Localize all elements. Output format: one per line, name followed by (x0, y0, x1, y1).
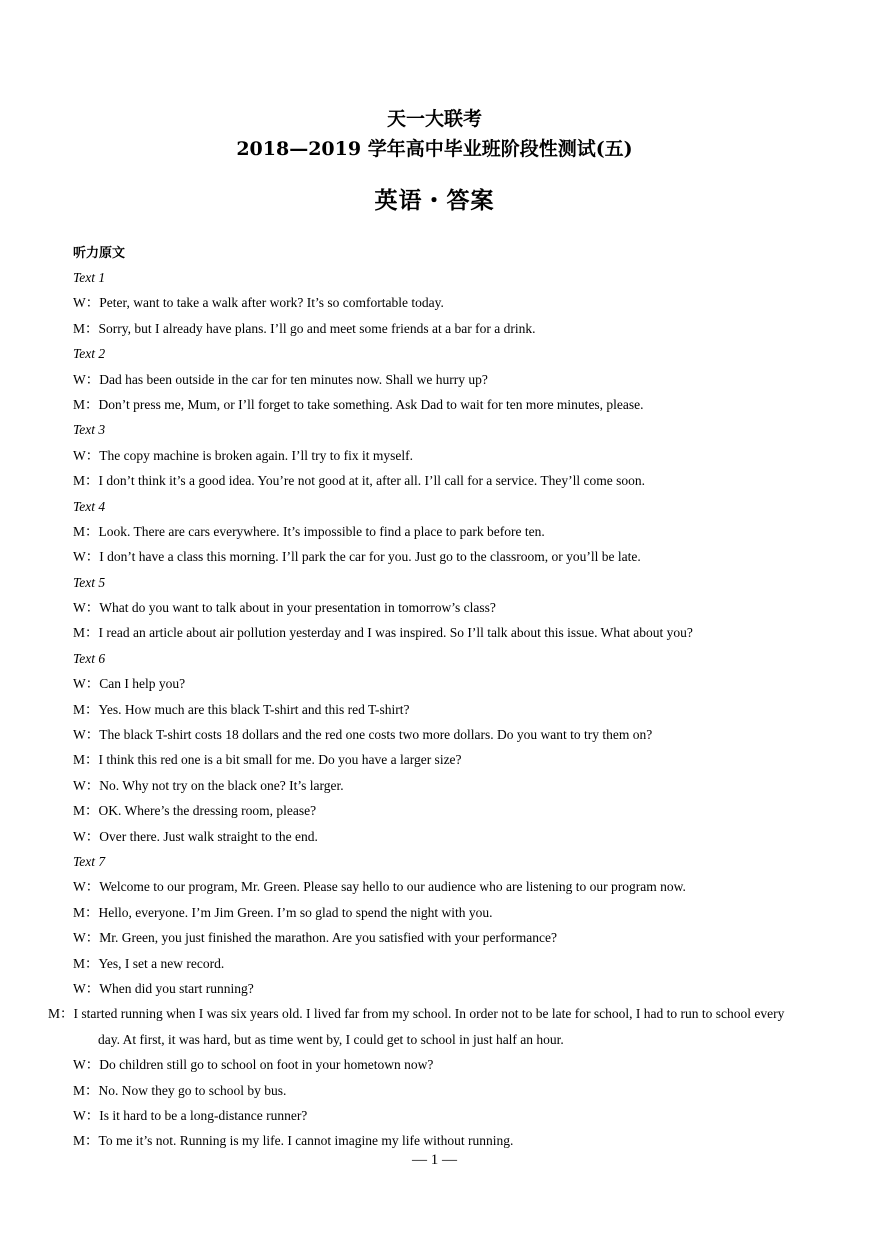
dialogue-line (73, 1052, 803, 1077)
speaker-label: W： (73, 828, 100, 844)
dialogue-text: Mr. Green, you just finished the marathon. Are you satisfied with your performance? (99, 930, 558, 946)
dialogue-line (73, 468, 803, 493)
exam-title: 2018—2019 学年高中毕业班阶段性测试(五) (236, 138, 633, 160)
text-label: Text 2 (73, 346, 106, 362)
speaker-label: W： (73, 1057, 100, 1073)
dialogue-line (73, 697, 803, 722)
dialogue-text: The black T-shirt costs 18 dollars and the red one costs two more dollars. Do you want to try them on? (99, 727, 653, 743)
dialogue-text: Do children still go to school on foot in your hometown now? (99, 1057, 434, 1073)
text-label: Text 4 (73, 498, 106, 514)
speaker-label: M： (48, 1006, 74, 1022)
dialogue-text: OK. Where’s the dressing room, please? (98, 803, 317, 819)
dialogue-line (73, 620, 803, 645)
dialogue-text: The copy machine is broken again. I’ll try to fix it myself. (99, 447, 414, 463)
dialogue-text: Don’t press me, Mum, or I’ll forget to take something. Ask Dad to wait for ten more minutes, please. (98, 396, 644, 412)
dialogue-text: Dad has been outside in the car for ten minutes now. Shall we hurry up? (99, 371, 488, 387)
dialogue-text: No. Why not try on the black one? It’s larger. (99, 777, 344, 793)
speaker-label: M： (73, 904, 99, 920)
dialogue-text: To me it’s not. Running is my life. I cannot imagine my life without running. (98, 1133, 514, 1149)
dialogue-text: Can I help you? (99, 676, 186, 692)
dialogue-text: I think this red one is a bit small for me. Do you have a larger size? (98, 752, 462, 768)
speaker-label: W： (73, 980, 100, 996)
dialogue-line (73, 392, 803, 417)
dialogue-text: When did you start running? (99, 980, 254, 996)
dialogue-text: Welcome to our program, Mr. Green. Please say hello to our audience who are listening to our program now. (99, 879, 686, 895)
listening-transcript (48, 265, 803, 1154)
dialogue-text: I read an article about air pollution yesterday and I was inspired. So I’ll talk about this issue. What about you? (98, 625, 693, 641)
speaker-label: W： (73, 447, 100, 463)
dialogue-line (73, 1103, 803, 1128)
dialogue-line (73, 544, 803, 569)
dialogue-text: Hello, everyone. I’m Jim Green. I’m so glad to spend the night with you. (98, 904, 493, 920)
dialogue-text: I don’t think it’s a good idea. You’re not good at it, after all. I’ll call for a service. They’ll come soon. (98, 473, 646, 489)
speaker-label: M： (73, 1082, 99, 1098)
dialogue-line (73, 874, 803, 899)
text-label: Text 5 (73, 574, 106, 590)
dialogue-line (73, 671, 803, 696)
dialogue-text: What do you want to talk about in your presentation in tomorrow’s class? (99, 600, 496, 616)
dialogue-line (73, 747, 803, 772)
page-number: — 1 — (412, 1152, 457, 1168)
dialogue-text: Over there. Just walk straight to the end. (99, 828, 318, 844)
dialogue-line (73, 798, 803, 823)
dialogue-text: Sorry, but I already have plans. I’ll go and meet some friends at a bar for a drink. (98, 320, 536, 336)
speaker-label: M： (73, 396, 99, 412)
dialogue-line (73, 773, 803, 798)
dialogue-line (73, 951, 803, 976)
speaker-label: W： (73, 549, 100, 565)
speaker-label: W： (73, 777, 100, 793)
speaker-label: M： (73, 701, 99, 717)
dialogue-text: Yes, I set a new record. (98, 955, 225, 971)
dialogue-line (73, 900, 803, 925)
speaker-label: M： (73, 523, 99, 539)
speaker-label: M： (73, 803, 99, 819)
speaker-label: M： (73, 473, 99, 489)
speaker-label: M： (73, 625, 99, 641)
dialogue-line (73, 367, 803, 392)
dialogue-line (73, 290, 803, 315)
speaker-label: M： (73, 955, 99, 971)
dialogue-line (73, 722, 803, 747)
speaker-label: W： (73, 295, 100, 311)
text-label: Text 6 (73, 650, 106, 666)
text-label: Text 1 (73, 270, 106, 285)
dialogue-line (73, 519, 803, 544)
dialogue-line (73, 1128, 803, 1153)
dialogue-line (73, 925, 803, 950)
speaker-label: M： (73, 752, 99, 768)
dialogue-line (73, 976, 803, 1001)
dialogue-line (73, 595, 803, 620)
dialogue-text: Is it hard to be a long-distance runner? (99, 1107, 308, 1123)
speaker-label: M： (73, 1133, 99, 1149)
speaker-label: W： (73, 1107, 100, 1123)
dialogue-text: Peter, want to take a walk after work? It’s so comfortable today. (99, 295, 444, 311)
dialogue-text: Yes. How much are this black T-shirt and this red T-shirt? (98, 701, 410, 717)
speaker-label: W： (73, 930, 100, 946)
text-label: Text 7 (73, 853, 106, 869)
subject-title: 英语・答案 (374, 187, 495, 214)
section-title: 听力原文 (73, 246, 126, 261)
speaker-label: M： (73, 320, 99, 336)
exam-organizer-title: 天一大联考 (386, 108, 482, 130)
dialogue-text: Look. There are cars everywhere. It’s impossible to find a place to park before ten. (98, 523, 545, 539)
speaker-label: W： (73, 600, 100, 616)
dialogue-text: No. Now they go to school by bus. (98, 1082, 287, 1098)
speaker-label: W： (73, 371, 100, 387)
dialogue-line (73, 443, 803, 468)
dialogue-line (73, 1078, 803, 1103)
speaker-label: W： (73, 676, 100, 692)
dialogue-text: I started running when I was six years old. I lived far from my school. In order not to be late for school, I had to run to school every day. At first, it was hard, but as time went by, I could get to school in just half an hour. (73, 1006, 785, 1047)
speaker-label: W： (73, 727, 100, 743)
speaker-label: W： (73, 879, 100, 895)
text-label: Text 3 (73, 422, 106, 438)
dialogue-line (48, 1001, 803, 1052)
dialogue-text: I don’t have a class this morning. I’ll park the car for you. Just go to the classroom, or you’ll be late. (99, 549, 641, 565)
dialogue-line (73, 824, 803, 849)
dialogue-line (73, 316, 803, 341)
